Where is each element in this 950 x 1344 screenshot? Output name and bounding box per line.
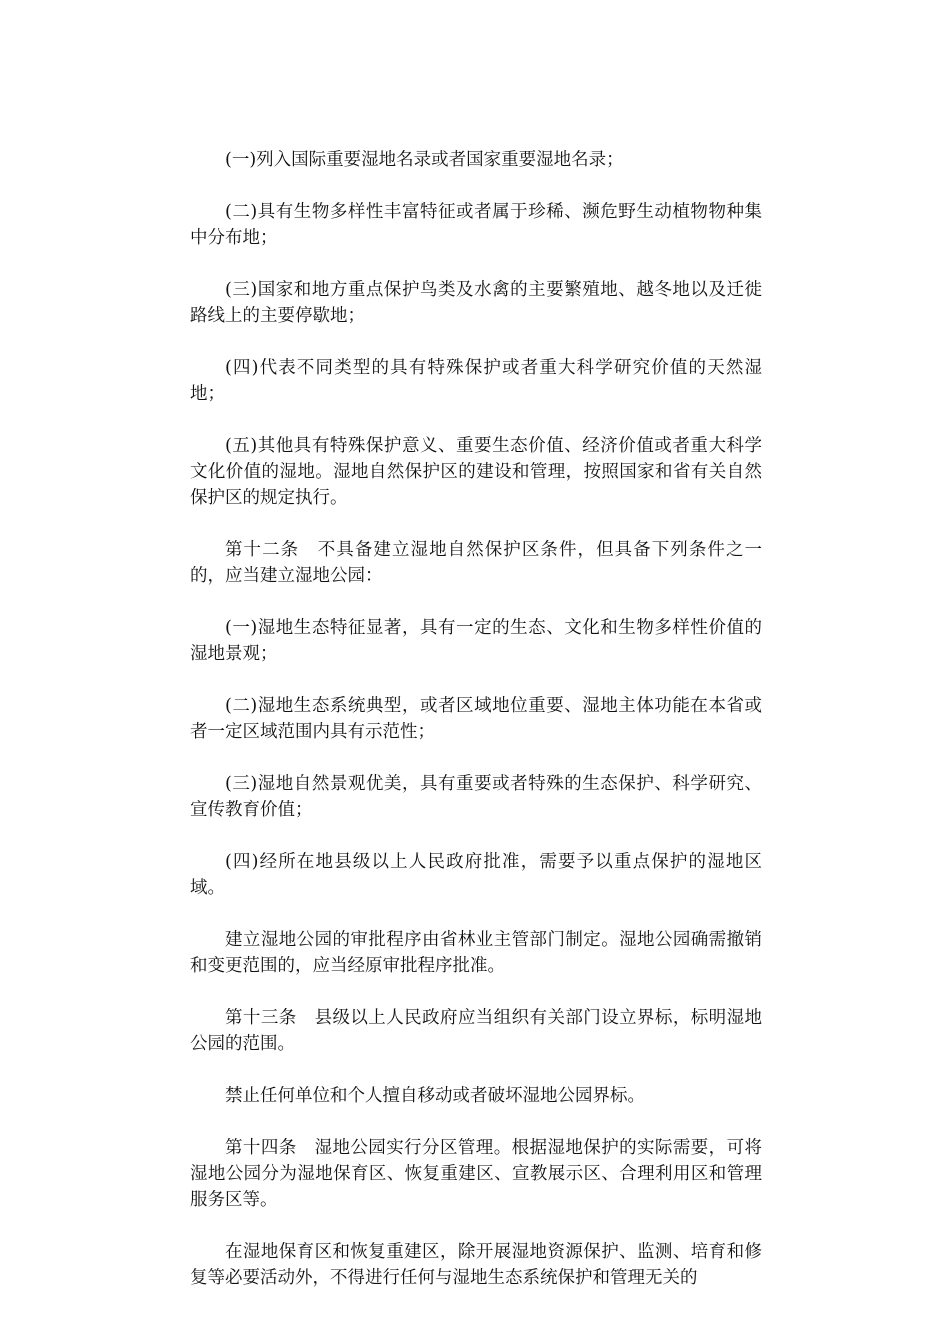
paragraph-item-3: (三)国家和地方重点保护鸟类及水禽的主要繁殖地、越冬地以及迁徙路线上的主要停歇地；: [190, 280, 762, 326]
paragraph-item-2: (二)具有生物多样性丰富特征或者属于珍稀、濒危野生动植物物种集中分布地；: [190, 202, 762, 248]
paragraph-condition-2: (二)湿地生态系统典型，或者区域地位重要、湿地主体功能在本省或者一定区域范围内具有示范性；: [190, 696, 762, 742]
document-body: [190, 147, 762, 1317]
paragraph-item-4: (四)代表不同类型的具有特殊保护或者重大科学研究价值的天然湿地；: [190, 358, 762, 404]
paragraph-item-1: (一)列入国际重要湿地名录或者国家重要湿地名录；: [225, 150, 624, 170]
paragraph-conservation-zone: 在湿地保育区和恢复重建区，除开展湿地资源保护、监测、培育和修复等必要活动外，不得进行任何与湿地生态系统保护和管理无关的: [190, 1242, 762, 1288]
article-12-paragraph: 第十二条 不具备建立湿地自然保护区条件，但具备下列条件之一的，应当建立湿地公园：: [190, 540, 762, 586]
paragraph-condition-1: (一)湿地生态特征显著，具有一定的生态、文化和生物多样性价值的湿地景观；: [190, 618, 762, 664]
paragraph-condition-3: (三)湿地自然景观优美，具有重要或者特殊的生态保护、科学研究、宣传教育价值；: [190, 774, 762, 820]
paragraph-condition-4: (四)经所在地县级以上人民政府批准，需要予以重点保护的湿地区域。: [190, 852, 762, 898]
paragraph-approval-procedure: 建立湿地公园的审批程序由省林业主管部门制定。湿地公园确需撤销和变更范围的，应当经原审批程序批准。: [190, 930, 762, 976]
article-13-paragraph: 第十三条 县级以上人民政府应当组织有关部门设立界标，标明湿地公园的范围。: [190, 1008, 762, 1054]
paragraph-boundary-prohibition: 禁止任何单位和个人擅自移动或者破坏湿地公园界标。: [225, 1086, 645, 1106]
paragraph-item-5: (五)其他具有特殊保护意义、重要生态价值、经济价值或者重大科学文化价值的湿地。湿地自然保护区的建设和管理，按照国家和省有关自然保护区的规定执行。: [190, 436, 762, 508]
article-14-paragraph: 第十四条 湿地公园实行分区管理。根据湿地保护的实际需要，可将湿地公园分为湿地保育区、恢复重建区、宣教展示区、合理利用区和管理服务区等。: [190, 1138, 762, 1210]
